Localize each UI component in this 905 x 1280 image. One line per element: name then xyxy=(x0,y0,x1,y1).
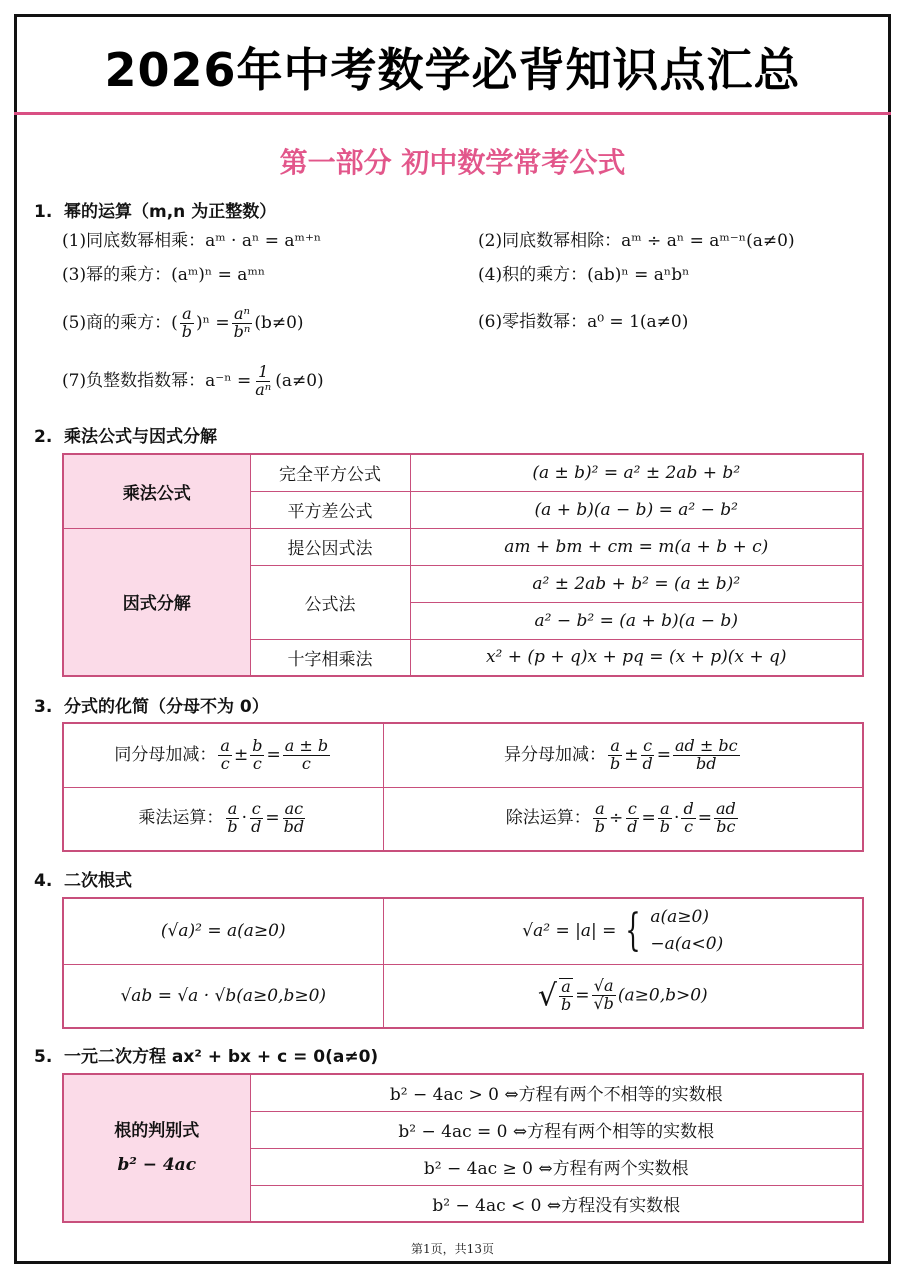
denominator: d xyxy=(642,753,653,773)
rule-label: (5)商的乘方：( xyxy=(62,313,178,333)
table-row xyxy=(63,787,863,851)
formula-lhs: √a² = |a| = xyxy=(522,921,617,942)
section-title: 一元二次方程 ax² + bx + c = 0(a≠0) xyxy=(64,1047,379,1067)
denominator: √b xyxy=(593,994,614,1014)
discriminant-table xyxy=(62,1073,864,1223)
fraction xyxy=(681,801,695,836)
method-name: 公式法 xyxy=(250,565,410,639)
multiplication-factoring-table xyxy=(62,453,864,677)
power-rule-4: (4)积的乘方：(ab)ⁿ = aⁿbⁿ xyxy=(478,265,690,285)
equals-sign: = xyxy=(641,808,656,829)
formula-cell: (a ± b)² = a² ± 2ab + b² xyxy=(410,454,863,491)
formula-cell xyxy=(63,723,383,787)
category-cell: 因式分解 xyxy=(63,528,250,676)
formula-cell: am + bm + cm = m(a + b + c) xyxy=(410,528,863,565)
equals-sign: = xyxy=(265,808,280,829)
cases xyxy=(650,904,723,958)
section-title: 分式的化简（分母不为 0） xyxy=(64,697,269,717)
formula-cell xyxy=(383,723,863,787)
quadratic-radical-table xyxy=(62,897,864,1029)
fraction xyxy=(253,361,273,399)
table-row xyxy=(63,964,863,1028)
rule-label: 同分母加减： xyxy=(114,744,217,765)
numerator: 1 xyxy=(258,361,269,381)
rule-middle: )ⁿ = xyxy=(195,313,230,333)
section-3-heading xyxy=(34,692,269,717)
denominator: b xyxy=(659,817,671,837)
denominator: c xyxy=(220,753,230,773)
discriminant-label: 根的判别式 xyxy=(114,1121,200,1141)
section-number: 1. xyxy=(34,202,53,222)
fraction xyxy=(232,303,253,341)
section-number: 4. xyxy=(34,871,53,891)
denominator: c xyxy=(684,817,694,837)
rule-label: 异分母加减： xyxy=(503,744,606,765)
section-title: 二次根式 xyxy=(64,871,132,891)
method-name: 十字相乘法 xyxy=(250,639,410,676)
page-number: 第1页，共13页 xyxy=(411,1242,494,1256)
rule-condition: (b≠0) xyxy=(254,313,304,333)
numerator: a xyxy=(595,799,605,819)
table-row xyxy=(63,1074,863,1111)
numerator: ac xyxy=(284,799,304,819)
power-rule-6: (6)零指数幂：a⁰ = 1(a≠0) xyxy=(478,312,689,332)
table-row xyxy=(63,898,863,964)
numerator: b xyxy=(252,735,263,755)
radical-sign-icon: √ xyxy=(537,978,557,1014)
fraction xyxy=(218,735,232,773)
section-5-heading xyxy=(34,1042,378,1067)
formula-cell: (a + b)(a − b) = a² − b² xyxy=(410,491,863,528)
fraction xyxy=(591,978,615,1013)
denominator: bd xyxy=(283,817,305,837)
condition-cell: b² − 4ac > 0 ⇔方程有两个不相等的实数根 xyxy=(250,1074,863,1111)
equals-sign: = xyxy=(575,985,590,1006)
numerator: c xyxy=(251,799,261,819)
denominator: bc xyxy=(716,817,736,837)
power-rule-5 xyxy=(62,300,304,346)
numerator: a xyxy=(660,799,670,819)
fraction xyxy=(283,735,330,773)
case-line: −a(a<0) xyxy=(650,934,724,955)
section-number: 5. xyxy=(34,1047,53,1067)
title-divider xyxy=(14,112,891,115)
fraction xyxy=(714,801,738,836)
condition-cell: b² − 4ac = 0 ⇔方程有两个相等的实数根 xyxy=(250,1111,863,1148)
fraction xyxy=(559,978,573,1014)
section-title: 幂的运算（m,n 为正整数） xyxy=(64,202,277,222)
formula-cell: a² ± 2ab + b² = (a ± b)² xyxy=(410,565,863,602)
condition-cell: b² − 4ac ≥ 0 ⇔方程有两个实数根 xyxy=(250,1148,863,1185)
category-cell xyxy=(63,1074,250,1222)
rule-label: 除法运算： xyxy=(505,808,591,829)
case-line: a(a≥0) xyxy=(650,907,709,928)
fraction xyxy=(225,801,239,836)
denominator: b xyxy=(227,817,238,837)
equals-sign: = xyxy=(656,744,671,765)
operator: · xyxy=(241,808,248,829)
section-4-heading xyxy=(34,866,132,891)
numerator: a xyxy=(610,735,620,755)
power-rule-7 xyxy=(62,358,324,404)
formula-cell: x² + (p + q)x + pq = (x + p)(x + q) xyxy=(410,639,863,676)
table-row xyxy=(63,528,863,565)
power-rule-3: (3)幂的乘方：(aᵐ)ⁿ = aᵐⁿ xyxy=(62,265,266,285)
numerator: a xyxy=(182,303,192,323)
operator: ± xyxy=(233,744,249,765)
method-name: 完全平方公式 xyxy=(250,454,410,491)
category-cell: 乘法公式 xyxy=(63,454,250,528)
section-number: 3. xyxy=(34,697,53,717)
page-title: 2026年中考数学必背知识点汇总 xyxy=(104,43,801,97)
fraction xyxy=(249,801,263,836)
method-name: 提公因式法 xyxy=(250,528,410,565)
fraction-simplification-table xyxy=(62,722,864,852)
numerator: a xyxy=(220,735,230,755)
denominator: bd xyxy=(696,753,717,773)
table-row xyxy=(63,454,863,491)
denominator: b xyxy=(609,753,621,773)
numerator: d xyxy=(683,799,694,819)
fraction xyxy=(593,801,607,836)
piecewise-formula xyxy=(522,904,723,958)
condition-cell: b² − 4ac < 0 ⇔方程没有实数根 xyxy=(250,1185,863,1222)
denominator: b xyxy=(560,994,572,1014)
equals-sign: = xyxy=(697,808,712,829)
numerator: a xyxy=(561,976,571,996)
fraction xyxy=(658,801,672,836)
fraction xyxy=(673,735,740,773)
operator: ÷ xyxy=(609,808,624,829)
numerator: c xyxy=(627,799,637,819)
formula-cell xyxy=(383,787,863,851)
section-title: 乘法公式与因式分解 xyxy=(64,427,217,447)
rule-condition: (a≠0) xyxy=(275,371,324,391)
denominator: d xyxy=(627,817,638,837)
table-row xyxy=(63,723,863,787)
operator: ± xyxy=(624,744,639,765)
denominator: c xyxy=(301,753,311,773)
fraction xyxy=(625,801,639,836)
numerator: c xyxy=(643,735,653,755)
denominator: b xyxy=(181,321,192,341)
section-2-heading xyxy=(34,422,217,447)
power-rule-1: (1)同底数幂相乘：aᵐ · aⁿ = aᵐ⁺ⁿ xyxy=(62,231,322,251)
numerator: √a xyxy=(593,976,614,996)
section-part-title: 第一部分 初中数学常考公式 xyxy=(279,146,626,179)
rule-condition: (a≥0,b>0) xyxy=(617,985,708,1006)
brace-icon: { xyxy=(625,905,642,957)
formula-cell xyxy=(63,787,383,851)
denominator: bⁿ xyxy=(233,321,251,341)
numerator: aⁿ xyxy=(233,303,250,323)
discriminant-expression: b² − 4ac xyxy=(117,1155,197,1175)
equals-sign: = xyxy=(266,744,281,765)
numerator: ad xyxy=(715,799,736,819)
section-1-heading xyxy=(34,197,276,222)
section-number: 2. xyxy=(34,427,53,447)
denominator: b xyxy=(594,817,606,837)
fraction xyxy=(250,735,264,773)
rule-label: (7)负整数指数幂：a⁻ⁿ = xyxy=(62,371,252,391)
denominator: c xyxy=(252,753,262,773)
formula-cell: a² − b² = (a + b)(a − b) xyxy=(410,602,863,639)
formula-cell: √ab = √a · √b(a≥0,b≥0) xyxy=(63,964,383,1028)
rule-label: 乘法运算： xyxy=(138,808,224,829)
power-rule-2: (2)同底数幂相除：aᵐ ÷ aⁿ = aᵐ⁻ⁿ(a≠0) xyxy=(478,231,795,251)
formula-cell xyxy=(383,964,863,1028)
method-name: 平方差公式 xyxy=(250,491,410,528)
fraction xyxy=(608,735,622,773)
fraction xyxy=(180,303,194,341)
numerator: ad ± bc xyxy=(674,735,738,755)
formula-cell: (√a)² = a(a≥0) xyxy=(63,898,383,964)
fraction xyxy=(640,735,654,773)
operator: · xyxy=(674,808,680,829)
numerator: a xyxy=(227,799,238,819)
denominator: d xyxy=(251,817,262,837)
fraction xyxy=(282,801,306,836)
numerator: a ± b xyxy=(284,735,329,755)
denominator: aⁿ xyxy=(255,379,272,399)
formula-cell xyxy=(383,898,863,964)
